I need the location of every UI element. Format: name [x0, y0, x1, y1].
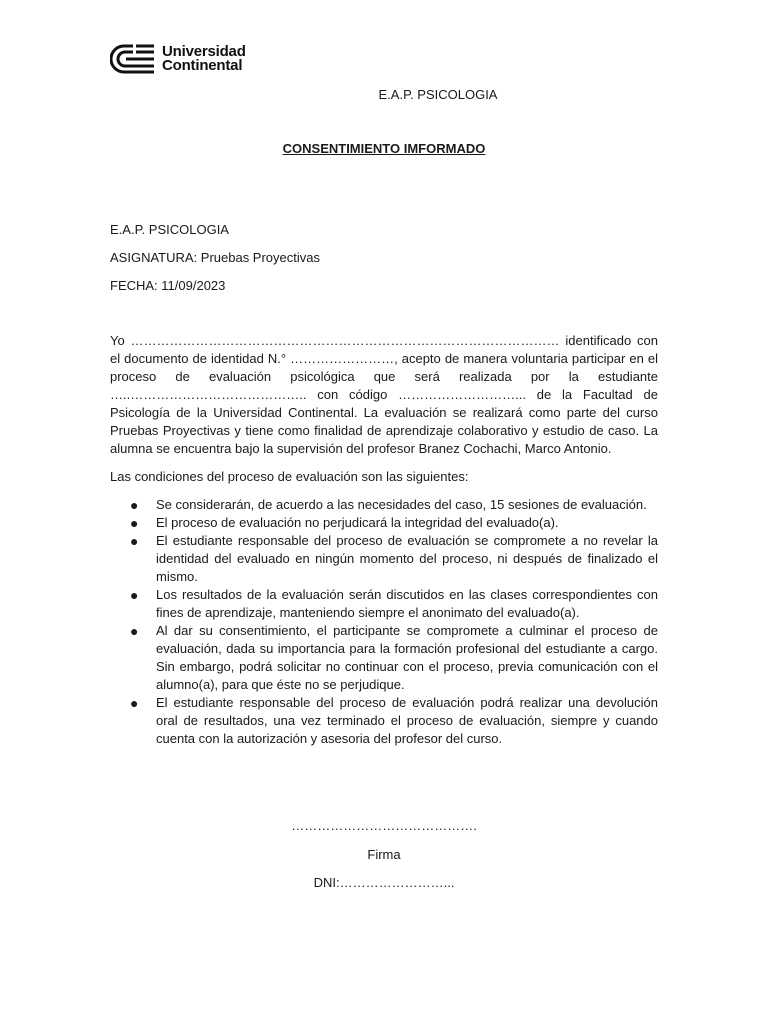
bullet-icon: ● — [130, 497, 139, 513]
bullet-icon: ● — [130, 587, 139, 603]
condition-text: El estudiante responsable del proceso de evaluación se compromete a no revelar la identidad del evaluado en ningún momento del proceso, ni después de finalizado el mismo. — [156, 533, 658, 584]
logo-line-1: Universidad — [162, 43, 246, 60]
consent-paragraph: Yo ……………………………………………………………………………………… identificado con el documento de identidad N.° ……………………, acepto de manera voluntaria participar en el proceso de evaluación psicológica que será realizada por la estudiante …..………………………………….. con código ………………………... de la Facultad de Psicología de la Universidad Continental. La evaluación se realizará como parte del curso Pruebas Proyectivas y tiene como finalidad de aprendizaje colaborativo y estudio de caso. La alumna se encuentra bajo la supervisión del profesor Branez Cochachi, Marco Antonio. — [110, 333, 658, 456]
signature-label: Firma — [367, 847, 401, 862]
bullet-icon: ● — [130, 533, 139, 549]
conditions-list — [110, 496, 658, 748]
condition-text: Al dar su consentimiento, el participante se compromete a culminar el proceso de evaluación, dada su importancia para la formación profesional del estudiante a cargo. Sin embargo, podrá solicitar no continuar con el proceso, previa comunicación con el alumno(a), para que éste no se perjudique. — [156, 623, 658, 692]
signature-dni: DNI:……………………... — [313, 875, 455, 890]
bullet-icon: ● — [130, 695, 139, 711]
bullet-icon: ● — [130, 515, 139, 531]
condition-text: Se considerarán, de acuerdo a las necesidades del caso, 15 sesiones de evaluación. — [156, 497, 647, 512]
condition-text: El proceso de evaluación no perjudicará la integridad del evaluado(a). — [156, 515, 559, 530]
condition-text: El estudiante responsable del proceso de evaluación podrá realizar una devolución oral de resultados, una vez terminado el proceso de evaluación, siempre y cuando cuenta con la autorización y asesoria del profesor del curso. — [156, 695, 658, 746]
condition-text: Los resultados de la evaluación serán discutidos en las clases correspondientes con fines de aprendizaje, manteniendo siempre el anonimato del evaluado(a). — [156, 587, 658, 620]
signature-line: ……………………………………. — [291, 818, 477, 833]
list-item — [110, 496, 658, 514]
list-item — [110, 586, 658, 622]
university-logo — [110, 44, 246, 74]
meta-school: E.A.P. PSICOLOGIA — [110, 222, 229, 237]
logo-line-2: Continental — [162, 57, 243, 74]
meta-date: FECHA: 11/09/2023 — [110, 278, 226, 293]
list-item — [110, 622, 658, 694]
list-item — [110, 532, 658, 586]
header-school: E.A.P. PSICOLOGIA — [378, 87, 498, 102]
document-title: CONSENTIMIENTO IMFORMADO — [282, 141, 486, 156]
university-logo-icon — [110, 44, 156, 74]
list-item — [110, 694, 658, 748]
bullet-icon: ● — [130, 623, 139, 639]
conditions-intro: Las condiciones del proceso de evaluación son las siguientes: — [110, 469, 469, 484]
meta-subject: ASIGNATURA: Pruebas Proyectivas — [110, 250, 320, 265]
list-item — [110, 514, 658, 532]
